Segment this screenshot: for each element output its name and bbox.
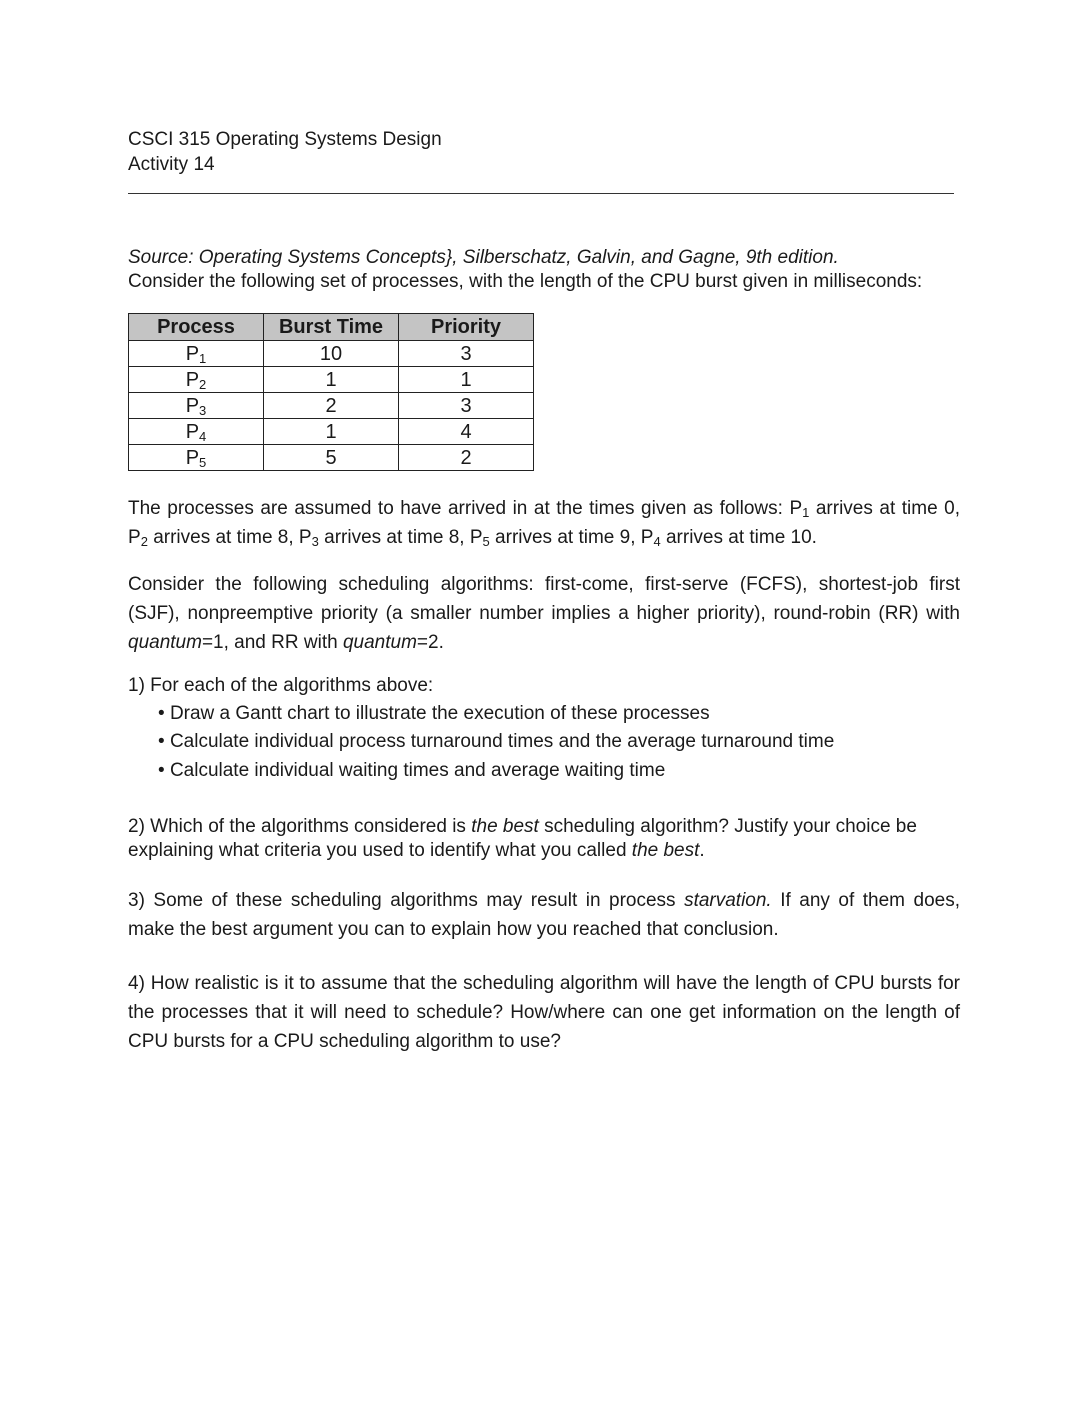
priority-cell: 2 (399, 445, 534, 471)
burst-cell: 10 (264, 341, 399, 367)
question-4: 4) How realistic is it to assume that the scheduling algorithm will have the length of CPU bursts for the processes that it will need to schedule? How/where can one get information on the length of CPU bursts for a CPU scheduling algorithm to use? (128, 973, 960, 1052)
source-book: Operating Systems Concepts}, (198, 247, 458, 268)
priority-cell: 3 (399, 393, 534, 419)
process-cell: $P_5$ (129, 445, 264, 471)
table-row (129, 393, 534, 419)
priority-cell: 3 (399, 341, 534, 367)
burst-cell: 1 (264, 367, 399, 393)
burst-cell: 2 (264, 393, 399, 419)
burst-cell: 1 (264, 419, 399, 445)
process-table (128, 313, 534, 471)
header-divider (128, 193, 954, 194)
bullet-icon: • (158, 760, 165, 781)
priority-cell: 4 (399, 419, 534, 445)
table-row (129, 341, 534, 367)
question-3: 3) Some of these scheduling algorithms may result in process starvation. If any of them does, make the best argument you can to explain how you reached that conclusion. (128, 890, 960, 940)
table-row (129, 445, 534, 471)
process-cell: $P_4$ (129, 419, 264, 445)
bullet-item: • Calculate individual process turnaround times and the average turnaround time (158, 731, 835, 752)
bullet-icon: • (158, 703, 165, 724)
activity-title: Activity 14 (128, 154, 215, 175)
process-cell: $P_2$ (129, 367, 264, 393)
priority-cell: 1 (399, 367, 534, 393)
table-row (129, 419, 534, 445)
bullet-icon: • (158, 731, 165, 752)
question-2: 2) Which of the algorithms considered is the best scheduling algorithm? Justify your choice be explaining what criteria you used to identify what you called the best. (128, 816, 917, 861)
course-title: CSCI 315 Operating Systems Design (128, 129, 442, 150)
table-row (129, 367, 534, 393)
arrival-paragraph: The processes are assumed to have arrived in at the times given as follows: $P_1$ arrives at time 0, $P_2$ arrives at time 8, $P_3$ arrives at time 8, $P_5$ arrives at time 9, $P_4$ arrives at time 10. (128, 498, 960, 549)
table-header-row (129, 314, 534, 341)
source-authors: Silberschatz, Galvin, and Gagne, 9th edition. (457, 247, 839, 268)
process-cell: $P_3$ (129, 393, 264, 419)
algorithms-paragraph: Consider the following scheduling algorithms: first-come, first-serve (FCFS), shortest-job first (SJF), nonpreemptive priority (a smaller number implies a higher priority), round-robin (RR) with quantum=1, and RR with quantum=2. (128, 574, 960, 653)
bullet-item: • Draw a Gantt chart to illustrate the execution of these processes (158, 703, 710, 724)
header-process: Process (129, 314, 264, 341)
burst-cell: 5 (264, 445, 399, 471)
source-citation (128, 246, 839, 270)
source-prefix: Source: (128, 247, 199, 268)
intro-text: Consider the following set of processes, with the length of the CPU burst given in milliseconds: (128, 271, 923, 292)
header-burst-time: Burst Time (264, 314, 399, 341)
process-cell: $P_1$ (129, 341, 264, 367)
bullet-item: • Calculate individual waiting times and average waiting time (158, 760, 666, 781)
question-1: 1) For each of the algorithms above: (128, 675, 434, 696)
header-priority: Priority (399, 314, 534, 341)
